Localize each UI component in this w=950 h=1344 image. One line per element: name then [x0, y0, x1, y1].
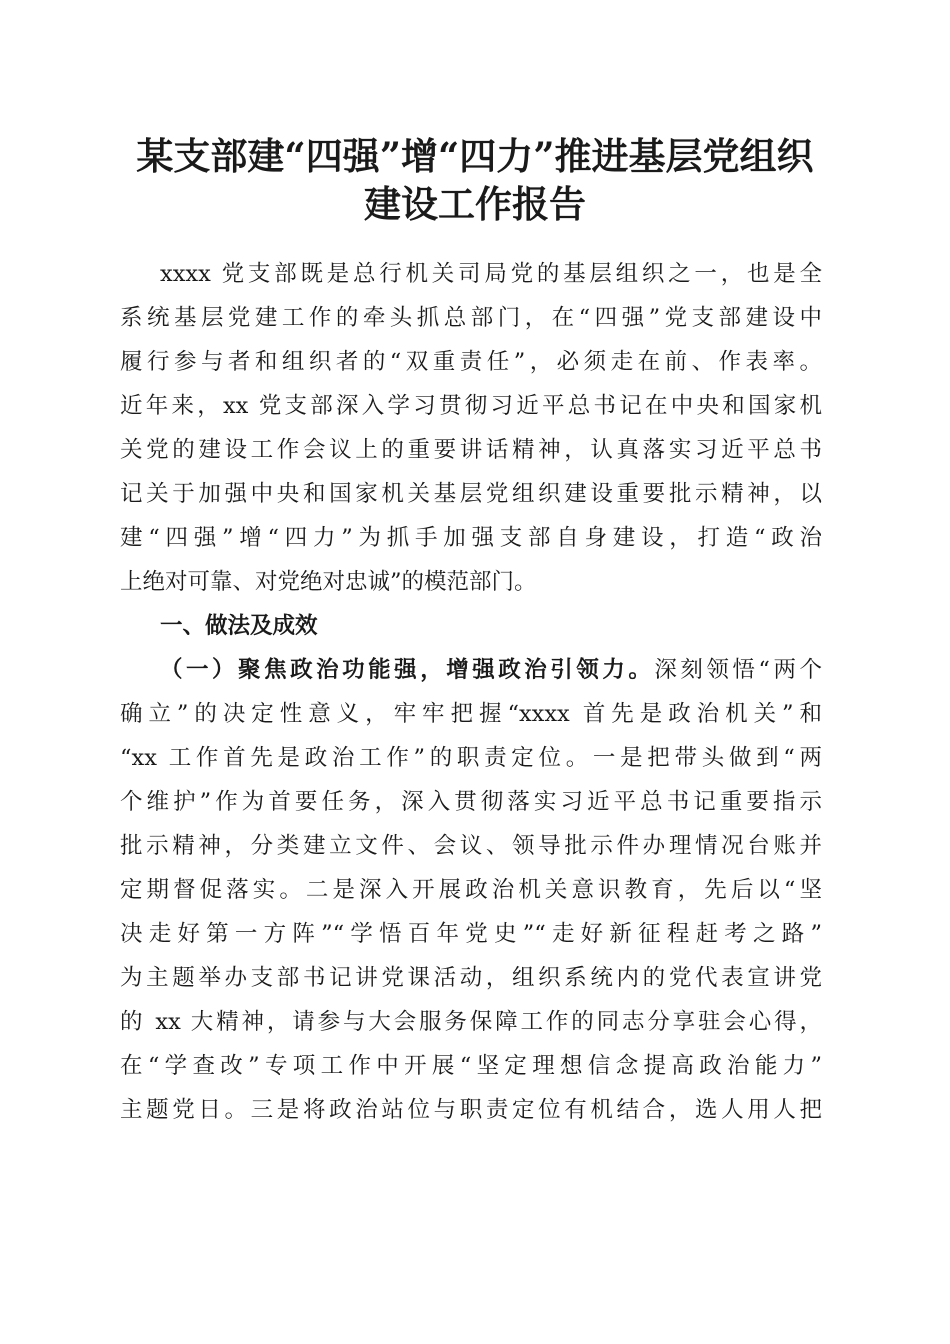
intro-line: 系统基层党建工作的牵头抓总部门，在“四强”党支部建设中	[120, 305, 822, 331]
subsection-first-text: 深刻领悟“两个	[654, 657, 822, 683]
body-line: 决走好第一方阵”“学悟百年党史”“走好新征程赶考之路”	[120, 921, 822, 947]
body-line: 确立”的决定性意义，牢牢把握“xxxx 首先是政治机关”和	[120, 701, 822, 727]
title-line-2: 建设工作报告	[364, 182, 586, 226]
intro-line: xxxx 党支部既是总行机关司局党的基层组织之一，也是全	[160, 261, 822, 287]
body-line: “xx 工作首先是政治工作”的职责定位。一是把带头做到“两	[120, 745, 822, 771]
intro-line: 近年来，xx 党支部深入学习贯彻习近平总书记在中央和国家机	[120, 393, 822, 419]
body-line: 主题党日。三是将政治站位与职责定位有机结合，选人用人把	[120, 1097, 822, 1123]
body-line: 个维护”作为首要任务，深入贯彻落实习近平总书记重要指示	[120, 789, 822, 815]
body-line: 为主题举办支部书记讲党课活动，组织系统内的党代表宣讲党	[120, 965, 822, 991]
document-body	[120, 252, 822, 1132]
intro-line: 记关于加强中央和国家机关基层党组织建设重要批示精神，以	[120, 481, 822, 507]
intro-line: 建“四强”增“四力”为抓手加强支部自身建设，打造“政治	[120, 525, 822, 551]
body-line: 在“学查改”专项工作中开展“坚定理想信念提高政治能力”	[120, 1053, 822, 1079]
title-line-1: 某支部建“四强”增“四力”推进基层党组织	[136, 134, 814, 178]
body-line: 的 xx 大精神，请参与大会服务保障工作的同志分享驻会心得，	[120, 1009, 822, 1035]
document-title	[100, 132, 850, 228]
subsection-first-line	[120, 648, 822, 692]
intro-line: 上绝对可靠、对党绝对忠诚”的模范部门。	[120, 569, 537, 595]
body-line: 定期督促落实。二是深入开展政治机关意识教育，先后以“坚	[120, 877, 822, 903]
body-line: 批示精神，分类建立文件、会议、领导批示件办理情况台账并	[120, 833, 822, 859]
section-heading: 一、做法及成效	[160, 613, 318, 639]
intro-line: 履行参与者和组织者的“双重责任”，必须走在前、作表率。	[120, 349, 822, 375]
subsection-heading: （一）聚焦政治功能强，增强政治引领力。	[160, 657, 655, 683]
intro-line: 关党的建设工作会议上的重要讲话精神，认真落实习近平总书	[120, 437, 822, 463]
